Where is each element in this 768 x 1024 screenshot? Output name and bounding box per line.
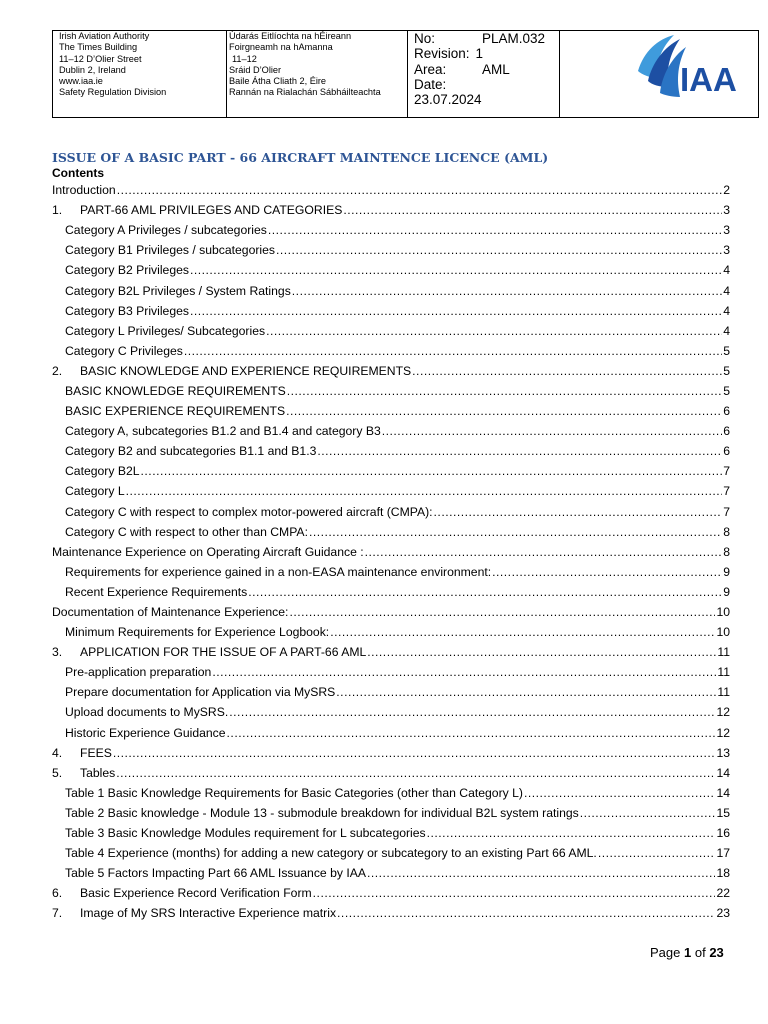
toc-entry-text: Category B3 Privileges: [65, 303, 189, 318]
toc-entry-text: Category C with respect to complex motor-powered aircraft (CMPA):: [65, 504, 433, 519]
toc-dot-leader: [184, 344, 722, 358]
address-line: Safety Regulation Division: [59, 87, 167, 98]
toc-page-number: 14: [716, 765, 730, 780]
toc-entry-number: 3.: [52, 645, 63, 660]
toc-entry-text: Category L: [65, 484, 125, 499]
toc-entry[interactable]: [52, 823, 730, 843]
toc-entry[interactable]: [52, 321, 730, 341]
toc-entry[interactable]: [52, 903, 730, 923]
toc-entry[interactable]: [52, 602, 730, 622]
toc-entry[interactable]: [52, 421, 730, 441]
toc-entry[interactable]: [52, 642, 730, 662]
toc-dot-leader: [367, 866, 715, 880]
toc-page-number: 3: [723, 223, 730, 238]
toc-entry-text: Table 2 Basic knowledge - Module 13 - submodule breakdown for individual B2L system ratings: [65, 805, 579, 820]
toc-entry-number: 6.: [52, 886, 63, 901]
toc-page-number: 4: [723, 323, 730, 338]
toc-dot-leader: [343, 203, 722, 217]
no-value: PLAM.032: [482, 31, 546, 46]
area-label: Area:: [414, 61, 447, 77]
toc-page-number: 17: [716, 846, 730, 861]
toc-page-number: 6: [723, 424, 730, 439]
toc-entry-text: Maintenance Experience on Operating Aircraft Guidance :: [52, 544, 364, 559]
address-line: Baile Átha Cliath 2, Éire: [229, 76, 327, 87]
english-address: [53, 31, 227, 117]
toc-page-number: 12: [716, 725, 730, 740]
toc-dot-leader: [287, 384, 722, 398]
toc-entry-number: 7.: [52, 906, 63, 921]
toc-entry[interactable]: [52, 401, 730, 421]
toc-entry-number: 2.: [52, 363, 63, 378]
toc-dot-leader: [580, 806, 716, 820]
toc-entry-text: APPLICATION FOR THE ISSUE OF A PART-66 AML: [80, 645, 367, 660]
toc-entry-text: BASIC KNOWLEDGE AND EXPERIENCE REQUIREMENTS: [80, 363, 412, 378]
toc-dot-leader: [317, 444, 722, 458]
toc-entry[interactable]: [52, 702, 730, 722]
toc-entry[interactable]: [52, 381, 730, 401]
revision-label: Revision:: [414, 46, 470, 62]
table-of-contents: [52, 180, 730, 923]
toc-entry[interactable]: [52, 461, 730, 481]
toc-entry-text: Category C with respect to other than CMPA:: [65, 524, 308, 539]
toc-dot-leader: [190, 304, 722, 318]
toc-entry-text: Recent Experience Requirements: [65, 584, 248, 599]
toc-dot-leader: [313, 886, 716, 900]
toc-entry-text: Prepare documentation for Application via MySRS: [65, 685, 336, 700]
toc-page-number: 12: [716, 705, 730, 720]
toc-entry-text: Category A, subcategories B1.2 and B1.4 and category B3: [65, 424, 381, 439]
meta-revision: [414, 46, 559, 61]
toc-entry[interactable]: [52, 280, 730, 300]
toc-entry-text: Category C Privileges: [65, 343, 183, 358]
toc-dot-leader: [190, 263, 722, 277]
toc-entry[interactable]: [52, 542, 730, 562]
toc-entry-text: Category B2L Privileges / System Ratings: [65, 283, 291, 298]
toc-entry[interactable]: [52, 582, 730, 602]
meta-date-value: [414, 92, 559, 107]
toc-page-number: 11: [717, 665, 730, 680]
address-line: 11–12: [232, 53, 257, 64]
toc-entry-text: Basic Experience Record Verification Form: [80, 886, 312, 901]
toc-dot-leader: [289, 605, 715, 619]
toc-entry[interactable]: [52, 200, 730, 220]
toc-dot-leader: [266, 324, 722, 338]
toc-entry-text: Minimum Requirements for Experience Logbook:: [65, 625, 330, 640]
address-line: www.iaa.ie: [59, 76, 103, 87]
page-word: Page: [650, 945, 681, 960]
toc-entry-number: 4.: [52, 745, 63, 760]
address-line: Rannán na Rialachán Sábháilteachta: [229, 87, 381, 98]
meta-date-label: [414, 77, 559, 92]
toc-page-number: 5: [723, 343, 730, 358]
toc-entry-text: Documentation of Maintenance Experience:: [52, 605, 289, 620]
address-line: Foirgneamh na hAmanna: [229, 42, 333, 53]
toc-entry-text: Upload documents to MySRS.: [65, 705, 229, 720]
toc-entry[interactable]: [52, 622, 730, 642]
irish-address: [227, 31, 408, 117]
toc-dot-leader: [286, 404, 722, 418]
toc-page-number: 23: [716, 906, 730, 921]
toc-entry[interactable]: [52, 481, 730, 501]
toc-page-number: 18: [716, 866, 730, 881]
toc-entry[interactable]: [52, 843, 730, 863]
toc-dot-leader: [382, 424, 722, 438]
toc-entry[interactable]: [52, 863, 730, 883]
no-label: No:: [414, 31, 436, 46]
toc-dot-leader: [365, 545, 723, 559]
toc-dot-leader: [309, 525, 722, 539]
toc-dot-leader: [427, 826, 716, 840]
toc-entry-text: Requirements for experience gained in a non-EASA maintenance environment:: [65, 564, 492, 579]
toc-page-number: 9: [723, 564, 730, 579]
toc-entry[interactable]: [52, 662, 730, 682]
address-line: Údarás Eitlíochta na hÉireann: [229, 31, 352, 41]
iaa-logo: [630, 31, 760, 117]
toc-page-number: 7: [723, 504, 730, 519]
address-line: The Times Building: [59, 42, 138, 53]
toc-entry-text: Table 3 Basic Knowledge Modules requirement for L subcategories: [65, 826, 426, 841]
toc-entry[interactable]: [52, 341, 730, 361]
toc-entry-text: PART-66 AML PRIVILEGES AND CATEGORIES: [80, 203, 343, 218]
toc-page-number: 8: [723, 524, 730, 539]
toc-entry[interactable]: [52, 301, 730, 321]
toc-entry-text: Category B2 and subcategories B1.1 and B1.3: [65, 444, 317, 459]
toc-entry-text: Pre-application preparation: [65, 665, 212, 680]
toc-page-number: 4: [723, 303, 730, 318]
toc-entry-text: Category B1 Privileges / subcategories: [65, 243, 276, 258]
toc-page-number: 7: [723, 464, 730, 479]
toc-dot-leader: [268, 223, 722, 237]
toc-entry[interactable]: [52, 502, 730, 522]
toc-entry[interactable]: [52, 180, 730, 200]
toc-dot-leader: [336, 685, 716, 699]
toc-page-number: 10: [716, 625, 730, 640]
logo-text: IAA: [680, 61, 737, 98]
toc-page-number: 22: [716, 886, 730, 901]
date-value: 23.07.2024: [414, 92, 482, 108]
toc-dot-leader: [212, 665, 716, 679]
toc-page-number: 3: [723, 243, 730, 258]
toc-page-number: 15: [716, 805, 730, 820]
toc-dot-leader: [248, 585, 722, 599]
toc-entry[interactable]: [52, 743, 730, 763]
toc-entry[interactable]: [52, 783, 730, 803]
toc-entry[interactable]: [52, 803, 730, 823]
of-word: of: [694, 945, 706, 960]
toc-entry-text: Category L Privileges/ Subcategories: [65, 323, 266, 338]
address-line: Irish Aviation Authority: [59, 31, 150, 41]
toc-page-number: 9: [723, 584, 730, 599]
iaa-logo-cell: [560, 31, 758, 117]
document-header: [52, 30, 759, 118]
toc-entry-number: 5.: [52, 765, 63, 780]
toc-page-number: 6: [723, 444, 730, 459]
toc-page-number: 5: [723, 363, 730, 378]
date-label: Date:: [414, 76, 447, 92]
toc-entry[interactable]: [52, 361, 730, 381]
toc-dot-leader: [337, 906, 715, 920]
toc-entry-text: Category B2 Privileges: [65, 263, 189, 278]
toc-entry-text: Category A Privileges / subcategories: [65, 223, 267, 238]
toc-page-number: 3: [723, 203, 730, 218]
toc-dot-leader: [116, 766, 715, 780]
revision-value: 1: [475, 46, 484, 62]
toc-entry[interactable]: [52, 682, 730, 702]
toc-entry-number: 1.: [52, 203, 63, 218]
toc-entry-text: Historic Experience Guidance: [65, 725, 226, 740]
toc-entry-text: Table 5 Factors Impacting Part 66 AML Issuance by IAA: [65, 866, 366, 881]
toc-dot-leader: [492, 565, 722, 579]
toc-page-number: 6: [723, 404, 730, 419]
toc-entry[interactable]: [52, 723, 730, 743]
toc-page-number: 4: [723, 263, 730, 278]
toc-page-number: 4: [723, 283, 730, 298]
page-current: 1: [684, 945, 692, 960]
toc-dot-leader: [229, 705, 715, 719]
toc-dot-leader: [126, 484, 723, 498]
document-title: ISSUE OF A BASIC PART - 66 AIRCRAFT MAINTENCE LICENCE (AML): [52, 150, 549, 165]
toc-page-number: 16: [716, 826, 730, 841]
toc-page-number: 11: [717, 685, 730, 700]
area-value: AML: [482, 61, 510, 77]
toc-dot-leader: [117, 183, 723, 197]
toc-page-number: 10: [716, 605, 730, 620]
toc-entry-text: Table 4 Experience (months) for adding a new category or subcategory to an existing Part 66 AML.: [65, 846, 597, 861]
toc-entry[interactable]: [52, 562, 730, 582]
toc-dot-leader: [276, 243, 722, 257]
meta-area: [414, 62, 559, 77]
page-total: 23: [709, 945, 724, 960]
toc-entry[interactable]: [52, 441, 730, 461]
toc-page-number: 7: [723, 484, 730, 499]
toc-entry[interactable]: [52, 260, 730, 280]
contents-heading: Contents: [52, 166, 104, 180]
toc-entry[interactable]: [52, 522, 730, 542]
toc-dot-leader: [598, 846, 716, 860]
toc-page-number: 5: [723, 383, 730, 398]
toc-entry[interactable]: [52, 883, 730, 903]
toc-entry[interactable]: [52, 220, 730, 240]
toc-dot-leader: [330, 625, 715, 639]
document-meta: [408, 31, 560, 117]
toc-entry[interactable]: [52, 763, 730, 783]
toc-entry-text: Introduction: [52, 183, 116, 198]
toc-dot-leader: [434, 505, 723, 519]
toc-page-number: 8: [723, 544, 730, 559]
address-line: 11–12 D’Olier Street: [59, 53, 142, 64]
toc-dot-leader: [412, 364, 722, 378]
toc-page-number: 14: [716, 785, 730, 800]
toc-dot-leader: [292, 284, 722, 298]
toc-entry-text: Table 1 Basic Knowledge Requirements for Basic Categories (other than Category L): [65, 785, 523, 800]
page-footer: [650, 945, 724, 960]
toc-dot-leader: [524, 786, 715, 800]
toc-page-number: 2: [723, 183, 730, 198]
toc-entry-text: Image of My SRS Interactive Experience matrix: [80, 906, 337, 921]
toc-dot-leader: [141, 464, 723, 478]
toc-entry-text: Category B2L: [65, 464, 140, 479]
address-line: Sráid D’Olier: [229, 64, 282, 75]
toc-dot-leader: [113, 746, 716, 760]
toc-entry-text: Tables: [80, 765, 116, 780]
toc-dot-leader: [367, 645, 716, 659]
toc-entry[interactable]: [52, 240, 730, 260]
toc-dot-leader: [227, 726, 716, 740]
toc-page-number: 11: [717, 645, 730, 660]
toc-entry-text: BASIC EXPERIENCE REQUIREMENTS: [65, 404, 286, 419]
toc-entry-text: BASIC KNOWLEDGE REQUIREMENTS: [65, 383, 286, 398]
toc-page-number: 13: [716, 745, 730, 760]
address-line: Dublin 2, Ireland: [59, 64, 126, 75]
toc-entry-text: FEES: [80, 745, 112, 760]
meta-no: [414, 31, 559, 46]
